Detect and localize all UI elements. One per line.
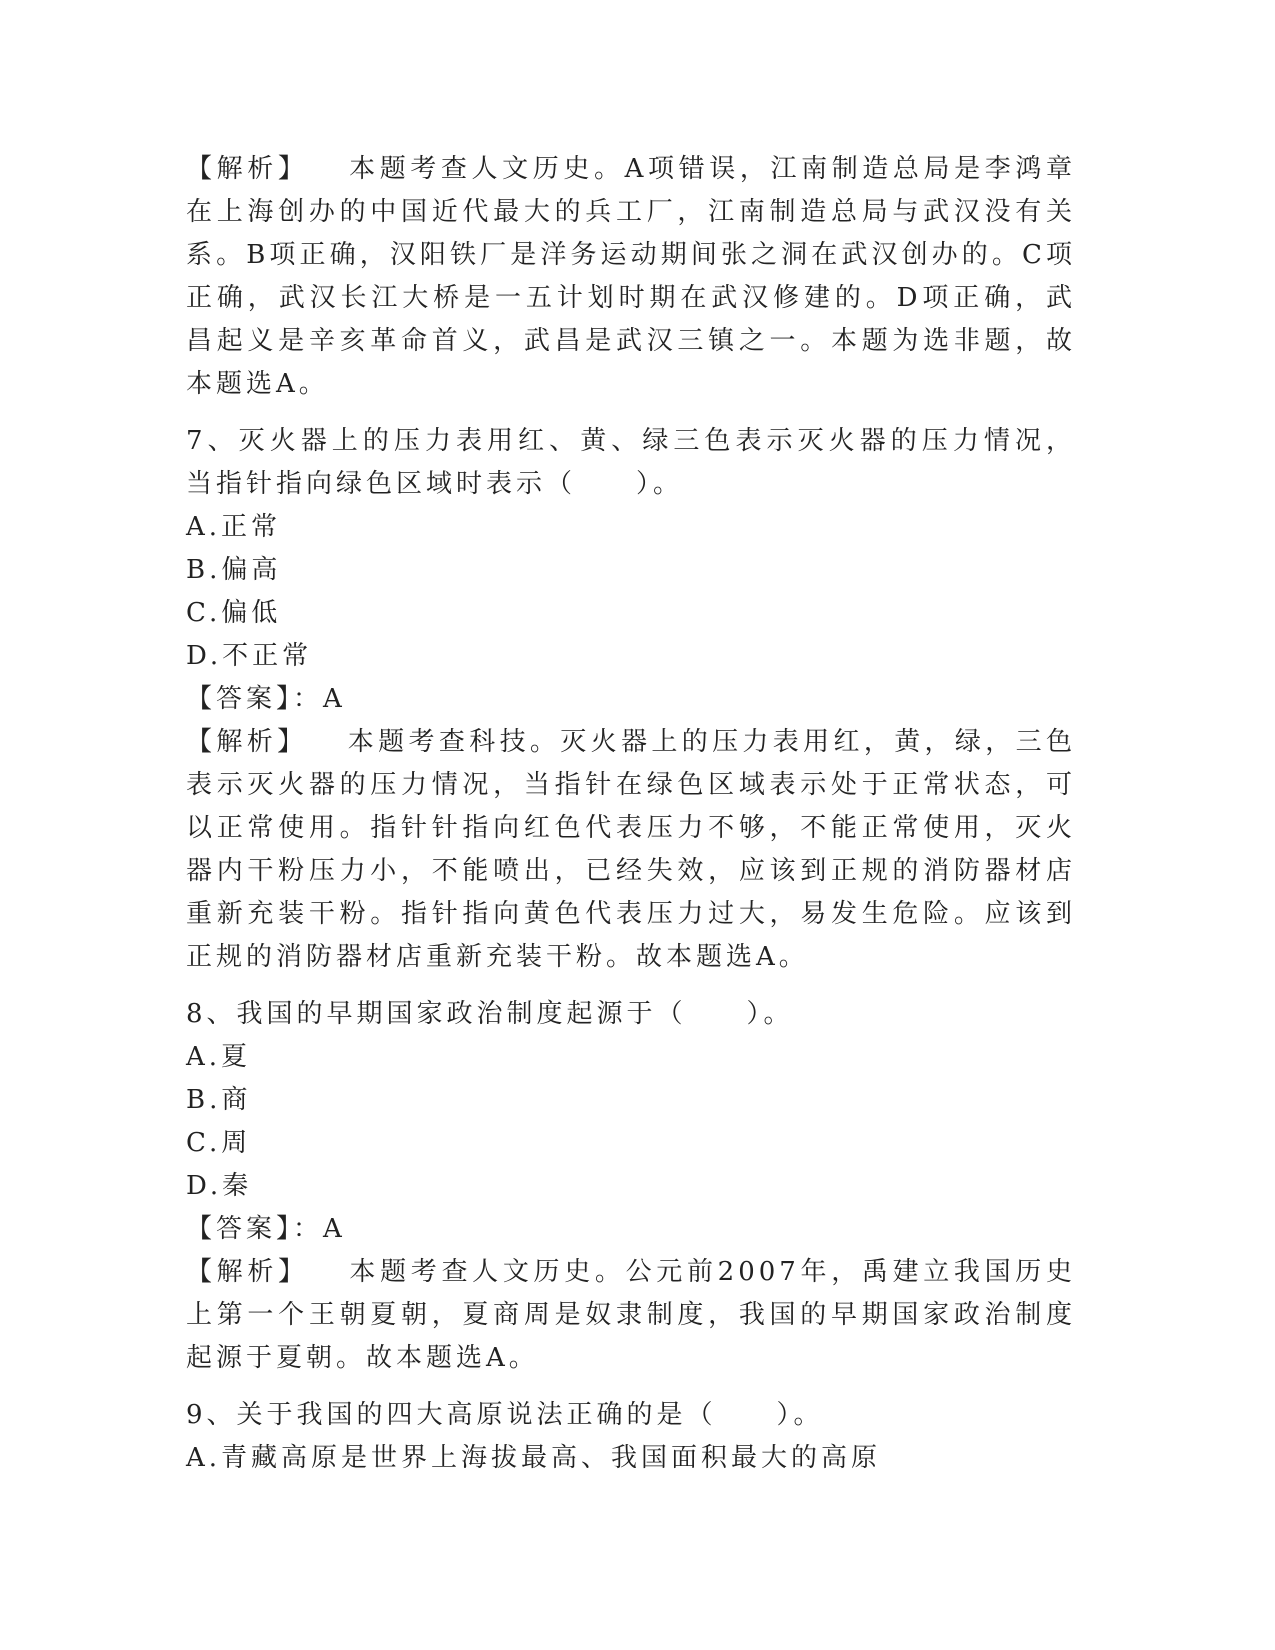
analysis-label: 【解析】	[186, 154, 309, 184]
q7-option-d: D.不正常	[186, 641, 313, 671]
analysis-text: 本题考查科技。灭火器上的压力表用红，黄，绿，三色表示灭火器的压力情况，当指针在绿色区域表示处于正常状态，可以正常使用。指针针指向红色代表压力不够，不能正常使用，灭火器内干粉压力小，不能喷出，已经失效，应该到正规的消防器材店重新充装干粉。指针指向黄色代表压力过大，易发生危险。应该到正规的消防器材店重新充装干粉。故本题选A。	[186, 727, 1076, 972]
q7-analysis	[186, 721, 1076, 979]
analysis-label: 【解析】	[186, 727, 308, 757]
answer-value: A	[323, 684, 346, 714]
q8-answer	[186, 1208, 1076, 1251]
document-content	[186, 148, 1076, 1480]
answer-label: 【答案】：	[186, 1214, 324, 1244]
q9-option-a: A.青藏高原是世界上海拔最高、我国面积最大的高原	[186, 1443, 882, 1473]
q7-option-a: A.正常	[186, 512, 282, 542]
q8-option-d: D.秦	[186, 1171, 253, 1201]
analysis-text: 本题考查人文历史。A项错误，江南制造总局是李鸿章在上海创办的中国近代最大的兵工厂，江南制造总局与武汉没有关系。B项正确，汉阳铁厂是洋务运动期间张之洞在武汉创办的。C项正确，武汉长江大桥是一五计划时期在武汉修建的。D项正确，武昌起义是辛亥革命首义，武昌是武汉三镇之一。本题为选非题，故本题选A。	[186, 154, 1076, 399]
answer-label: 【答案】：	[186, 684, 324, 714]
question-9-stem: 9、关于我国的四大高原说法正确的是（ ）。	[186, 1400, 824, 1430]
answer-value: A	[323, 1214, 346, 1244]
prev-analysis	[186, 148, 1076, 406]
question-8-stem: 8、我国的早期国家政治制度起源于（ ）。	[186, 999, 794, 1029]
q8-option-c: C.周	[186, 1128, 252, 1158]
q7-option-b: B.偏高	[186, 555, 282, 585]
q7-answer	[186, 678, 1076, 721]
question-7-stem: 7、灭火器上的压力表用红、黄、绿三色表示灭火器的压力情况，当指针指向绿色区域时表示（ ）。	[186, 426, 1076, 499]
analysis-text: 本题考查人文历史。公元前2007年，禹建立我国历史上第一个王朝夏朝，夏商周是奴隶制度，我国的早期国家政治制度起源于夏朝。故本题选A。	[186, 1257, 1076, 1373]
q8-option-a: A.夏	[186, 1042, 252, 1072]
q8-option-b: B.商	[186, 1085, 252, 1115]
q7-option-c: C.偏低	[186, 598, 282, 628]
q8-analysis	[186, 1251, 1076, 1380]
analysis-label: 【解析】	[186, 1257, 309, 1287]
